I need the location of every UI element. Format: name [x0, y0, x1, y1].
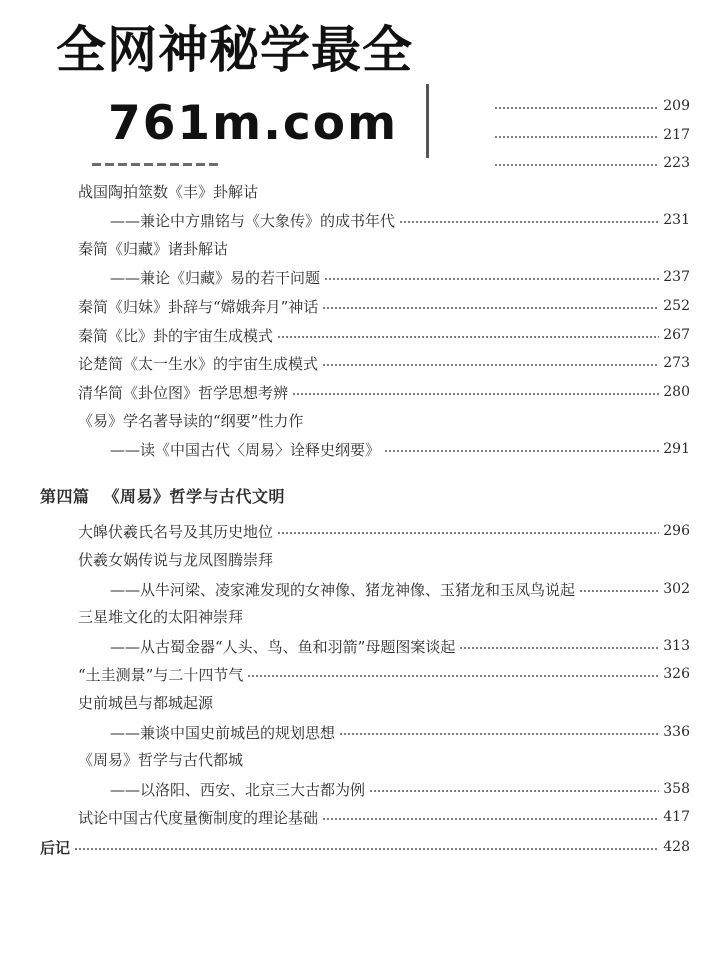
watermark-title: 全网神秘学最全 — [56, 21, 413, 79]
toc-entry-title[interactable]: 伏羲女娲传说与龙凤图腾崇拜 — [78, 551, 274, 569]
page-number: 267 — [663, 327, 690, 343]
toc-entry-title[interactable]: 史前城邑与都城起源 — [78, 694, 214, 712]
toc-entry-title: 论楚简《太一生水》的宇宙生成模式 — [78, 354, 319, 373]
page-number: 313 — [663, 638, 690, 654]
toc-entry-title: 秦简《归妹》卦辞与“嫦娥奔月”神话 — [78, 297, 319, 316]
toc-entry-title[interactable]: 战国陶拍筮数《丰》卦解诂 — [78, 183, 259, 201]
toc-entry-partial[interactable] — [490, 124, 690, 146]
toc-entry-title: 试论中国古代度量衡制度的理论基础 — [78, 808, 319, 827]
page-number: 223 — [663, 155, 690, 171]
leader-dots — [369, 783, 659, 795]
page-number: 417 — [663, 809, 690, 825]
toc-entry-title: 秦简《比》卦的宇宙生成模式 — [78, 326, 274, 345]
leader-dots — [384, 443, 659, 455]
toc-entry-title[interactable]: 三星堆文化的太阳神崇拜 — [78, 608, 244, 626]
leader-dots — [324, 271, 659, 283]
page-number: 358 — [663, 781, 690, 797]
toc-entry[interactable] — [110, 578, 690, 600]
leader-dots — [247, 668, 659, 680]
page-number: 237 — [663, 269, 690, 285]
leader-dots — [339, 726, 659, 738]
toc-entry[interactable] — [78, 663, 690, 685]
afterword-title: 后记 — [40, 838, 71, 857]
watermark-divider — [426, 84, 429, 158]
toc-entry-title: ——兼论《归藏》易的若干问题 — [110, 268, 321, 287]
leader-dots — [579, 583, 659, 595]
page-number: 336 — [663, 724, 690, 740]
toc-entry[interactable] — [110, 778, 690, 800]
leader-dots — [399, 214, 659, 226]
page-number: 217 — [663, 127, 690, 143]
leader-dots — [292, 386, 659, 398]
page-number: 302 — [663, 581, 690, 597]
page-number: 296 — [663, 523, 690, 539]
toc-entry[interactable] — [110, 438, 690, 460]
toc-entry-title: ——以洛阳、西安、北京三大古都为例 — [110, 780, 366, 799]
leader-dots — [322, 300, 659, 312]
page-number: 326 — [663, 666, 690, 682]
leader-dots — [459, 640, 659, 652]
toc-entry-title: “土圭测景”与二十四节气 — [78, 665, 244, 684]
toc-entry-title[interactable]: 秦简《归藏》诸卦解诂 — [78, 240, 229, 258]
leader-dots — [322, 357, 659, 369]
toc-entry-title: ——读《中国古代〈周易〉诠释史纲要》 — [110, 440, 381, 459]
toc-entry-title: 大皞伏羲氏名号及其历史地位 — [78, 522, 274, 541]
toc-entry[interactable] — [78, 324, 690, 346]
chapter-heading[interactable] — [40, 486, 285, 508]
page-number: 280 — [663, 384, 690, 400]
leader-dots — [494, 100, 659, 112]
chapter-number: 第四篇 — [40, 487, 90, 506]
toc-entry-title: ——兼谈中国史前城邑的规划思想 — [110, 723, 336, 742]
toc-entry-title: ——从牛河梁、凌家滩发现的女神像、猪龙神像、玉猪龙和玉凤鸟说起 — [110, 580, 576, 599]
toc-entry[interactable] — [110, 266, 690, 288]
leader-dots — [494, 129, 659, 141]
toc-entry[interactable] — [78, 520, 690, 542]
toc-entry[interactable] — [78, 352, 690, 374]
watermark-url: 761m.com — [108, 96, 399, 151]
toc-entry-partial[interactable] — [490, 95, 690, 117]
leader-dots — [277, 329, 659, 341]
toc-entry-afterword[interactable] — [40, 836, 690, 858]
leader-dots — [277, 525, 659, 537]
toc-entry[interactable] — [78, 381, 690, 403]
page-number: 209 — [663, 98, 690, 114]
toc-entry-title: ——兼论中方鼎铭与《大象传》的成书年代 — [110, 211, 396, 230]
toc-entry[interactable] — [110, 721, 690, 743]
toc-entry[interactable] — [110, 635, 690, 657]
leader-dots — [74, 841, 659, 853]
toc-entry[interactable] — [110, 209, 690, 231]
toc-entry[interactable] — [78, 806, 690, 828]
page-number: 231 — [663, 212, 690, 228]
page-number: 273 — [663, 355, 690, 371]
toc-entry-partial[interactable] — [490, 152, 690, 174]
page-number: 252 — [663, 298, 690, 314]
toc-entry-title[interactable]: 《易》学名著导读的“纲要”性力作 — [78, 412, 304, 430]
leader-dots — [322, 811, 659, 823]
page-number: 291 — [663, 441, 690, 457]
leader-dots — [494, 157, 659, 169]
toc-entry[interactable] — [78, 295, 690, 317]
page-number: 428 — [663, 839, 690, 855]
obscured-title-remnant — [92, 163, 222, 166]
toc-entry-title[interactable]: 《周易》哲学与古代都城 — [78, 751, 244, 769]
toc-entry-title: ——从古蜀金器“人头、鸟、鱼和羽箭”母题图案谈起 — [110, 637, 456, 656]
chapter-title: 《周易》哲学与古代文明 — [103, 487, 286, 506]
toc-entry-title: 清华简《卦位图》哲学思想考辨 — [78, 383, 289, 402]
